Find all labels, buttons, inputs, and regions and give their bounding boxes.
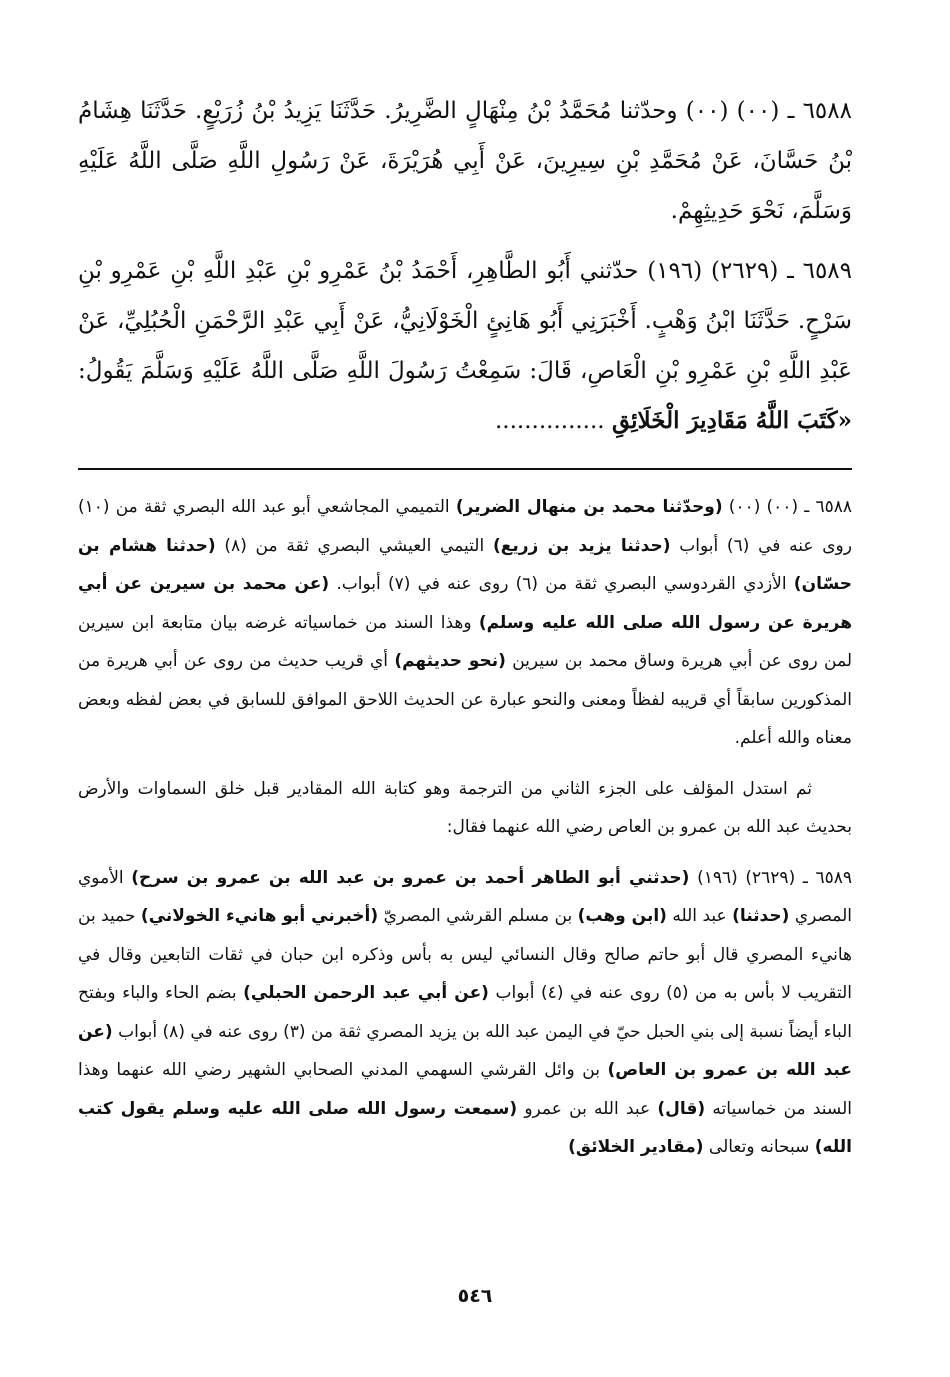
footnote-separator — [78, 468, 852, 470]
book-page — [78, 86, 852, 1179]
commentary-text: بن وائل القرشي السهمي المدني الصحابي الشهير رضي الله عنهما وهذا السند من خماسياته — [78, 1060, 852, 1119]
commentary-text: بضم الحاء والباء وبفتح الباء أيضاً نسبة إلى بني الحبل حيّ في اليمن عبد الله بن يزيد المصري ثقة من (٣) روى عنه في (٨) أبواب — [78, 983, 852, 1042]
commentary-quote: (سمعت رسول الله صلى الله عليه وسلم يقول كتب الله) — [78, 1098, 852, 1157]
commentary-quote: (حدثنا) — [732, 906, 790, 926]
hadith-6589-body: ٦٥٨٩ ـ (٢٦٢٩) (١٩٦) حدّثني أَبُو الطَّاهِرِ، أَحْمَدُ بْنُ عَمْرِو بْنِ عَبْدِ اللَّهِ بْنِ عَمْرِو بْنِ سَرْحٍ. حَدَّثَنَا ابْنُ وَهْبٍ. أَخْبَرَنِي أَبُو هَانِئٍ الْخَوْلَانِيُّ، عَنْ أَبِي عَبْدِ الرَّحْمَنِ الْحُبُلِيِّ، عَنْ عَبْدِ اللَّهِ بْنِ عَمْرِو بْنِ الْعَاصِ، قَالَ: سَمِعْتُ رَسُولَ اللَّهِ صَلَّى اللَّهُ عَلَيْهِ وَسَلَّمَ يَقُولُ: — [78, 258, 853, 384]
hadith-6588-body: ٦٥٨٨ ـ (٠٠) (٠٠) وحدّثنا مُحَمَّدُ بْنُ مِنْهَالٍ الضَّرِيرُ. حَدَّثَنَا يَزِيدُ بْنُ زُرَيْعٍ. حَدَّثَنَا هِشَامُ بْنُ حَسَّانَ، عَنْ مُحَمَّدِ بْنِ سِيرِينَ، عَنْ أَبِي هُرَيْرَةَ، عَنْ رَسُولِ اللَّهِ صَلَّى اللَّهُ عَلَيْهِ وَسَلَّمَ، نَحْوَ حَدِيثِهِمْ. — [78, 98, 852, 224]
commentary-quote: (قال) — [657, 1098, 706, 1119]
commentary-quote: (ابن وهب) — [577, 906, 667, 926]
commentary-quote: (وحدّثنا محمد بن منهال الضرير) — [455, 497, 723, 517]
commentary-text: ٦٥٨٩ ـ (٢٦٢٩) (١٩٦) — [689, 867, 852, 888]
commentary-text: التميمي المجاشعي أبو عبد الله البصري ثقة من (١٠) روى عنه في (٦) أبواب — [78, 497, 852, 556]
commentary-quote: (نحو حديثهم) — [394, 651, 506, 671]
commentary-text: حميد بن هانيء المصري قال أبو حاتم صالح وقال النسائي ليس به بأس وذكره ابن حبان في ثقات التابعين وقال في التقريب لا بأس به من (٥) روى عنه في (٤) أبواب — [78, 906, 852, 1003]
commentary-quote: (حدثني أبو الطاهر أحمد بن عمرو بن عبد الله بن عمرو بن سرح) — [131, 867, 690, 888]
commentary-6589 — [78, 859, 852, 1167]
commentary-text: ٦٥٨٨ ـ (٠٠) (٠٠) — [722, 497, 852, 517]
continuation-dots: ............... — [494, 408, 612, 434]
commentary-text: وهذا السند من خماسياته غرضه بيان متابعة ابن سيرين لمن روى عن أبي هريرة وساق محمد بن سيرين — [78, 612, 853, 671]
commentary-quote: (عن أبي عبد الرحمن الحبلي) — [243, 983, 489, 1003]
commentary-text: التيمي العيشي البصري ثقة من (٨) — [215, 535, 493, 556]
commentary-6588 — [78, 488, 852, 758]
commentary-text: عبد الله — [666, 906, 733, 926]
commentary-quote: (حدثنا يزيد بن زريع) — [492, 535, 671, 556]
commentary-intro: ثم استدل المؤلف على الجزء الثاني من الترجمة وهو كتابة الله المقادير قبل خلق السماوات والأرض بحديث عبد الله بن عمرو بن العاص رضي الله عنهما فقال: — [78, 778, 852, 837]
commentary-text: عبد الله بن عمرو — [517, 1098, 658, 1119]
commentary-quote: (عن محمد بن سيرين عن أبي هريرة عن رسول الله صلى الله عليه وسلم) — [78, 574, 852, 633]
hadith-6589-text — [78, 246, 852, 446]
commentary-text: الأزدي القردوسي البصري ثقة من (٦) روى عنه في (٧) أبواب. — [329, 574, 794, 594]
commentary-text: بن مسلم القرشي المصريّ — [378, 906, 578, 926]
hadith-6588-text — [78, 86, 852, 236]
hadith-6589-matn: «كَتَبَ اللَّهُ مَقَادِيرَ الْخَلَائِقِ — [611, 407, 852, 434]
commentary-text: الأموي المصري — [78, 867, 852, 926]
commentary-quote: (أخبرني أبو هانيء الخولاني) — [140, 906, 379, 926]
commentary-text: أي قريب حديث من روى عن أبي هريرة من المذكورين سابقاً أي قريبه لفظاً ومعنى والنحو عبارة عن الحديث اللاحق الموافق للسابق في بعض لفظه وبعض معناه والله أعلم. — [78, 651, 852, 748]
commentary-quote: (حدثنا هشام بن حسّان) — [78, 535, 853, 594]
page-number: ٥٤٦ — [457, 1285, 493, 1307]
commentary-quote: (مقادير الخلائق) — [568, 1137, 704, 1157]
commentary-text: سبحانه وتعالى — [703, 1137, 815, 1157]
commentary-quote: (عن عبد الله بن عمرو بن العاص) — [78, 1021, 852, 1080]
